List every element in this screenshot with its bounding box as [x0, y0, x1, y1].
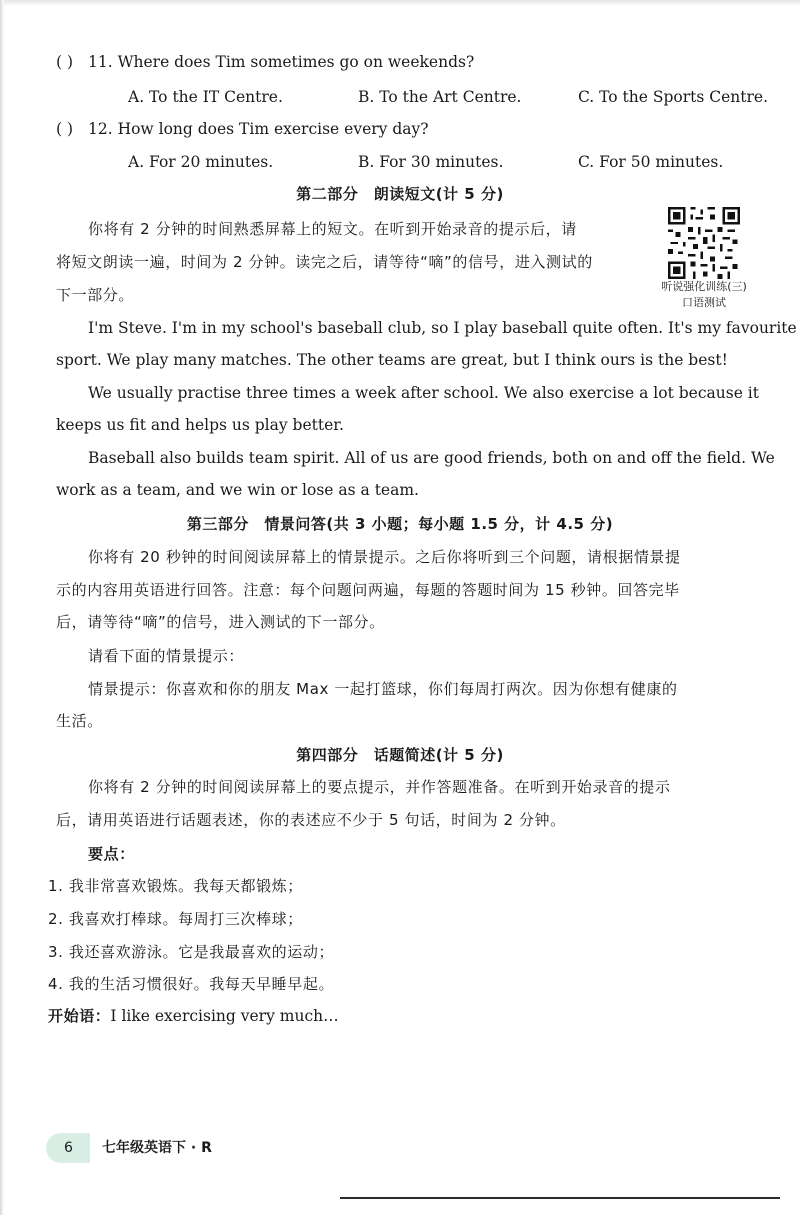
question-12-option-b: B. For 30 minutes.	[358, 153, 504, 171]
passage-line-2: sport. We play many matches. The other teams are great, but I think ours is the best!	[56, 351, 728, 369]
page-top-edge	[0, 0, 800, 6]
question-11-stem: 11. Where does Tim sometimes go on weekends?	[88, 53, 475, 71]
part4-heading: 第四部分 话题简述(计 5 分)	[296, 746, 504, 764]
part4-points-label: 要点：	[88, 845, 135, 863]
question-12-stem: 12. How long does Tim exercise every day?	[88, 120, 429, 138]
bottom-rule	[340, 1197, 780, 1199]
page-number-badge: 6	[46, 1133, 90, 1163]
opening-label: 开始语：	[48, 1007, 111, 1025]
part3-scenario-prompt: 请看下面的情景提示：	[88, 647, 245, 665]
part3-scenario-line-2: 生活。	[56, 712, 103, 730]
page-left-edge	[0, 0, 4, 1215]
question-12-paren: ( )	[56, 120, 74, 138]
question-11-option-b: B. To the Art Centre.	[358, 88, 522, 106]
part3-instruction-line-3: 后，请等待“嘀”的信号，进入测试的下一部分。	[56, 613, 385, 631]
part2-instruction-line-1: 你将有 2 分钟的时间熟悉屏幕上的短文。在听到开始录音的提示后，请	[88, 220, 577, 238]
passage-line-6: work as a team, and we win or lose as a team.	[56, 481, 419, 499]
passage-line-4: keeps us fit and helps us play better.	[56, 416, 344, 434]
question-11-option-a: A. To the IT Centre.	[128, 88, 283, 106]
part4-instruction-line-2: 后，请用英语进行话题表述，你的表述应不少于 5 句话，时间为 2 分钟。	[56, 811, 566, 829]
opening-line	[48, 1000, 339, 1033]
part2-instruction-line-3: 下一部分。	[56, 286, 135, 304]
question-12-option-c: C. For 50 minutes.	[578, 153, 724, 171]
passage-line-3: We usually practise three times a week after school. We also exercise a lot because it	[88, 384, 759, 402]
qr-caption-line-2: 口语测试	[682, 296, 726, 309]
point-1: 1. 我非常喜欢锻炼。我每天都锻炼；	[48, 877, 303, 895]
opening-text: I like exercising very much…	[110, 1007, 339, 1025]
point-4: 4. 我的生活习惯很好。我每天早睡早起。	[48, 975, 335, 993]
qr-caption-line-1: 听说强化训练(三)	[661, 280, 747, 293]
question-11-paren: ( )	[56, 53, 74, 71]
part3-instruction-line-2: 示的内容用英语进行回答。注意：每个问题问两遍，每题的答题时间为 15 秒钟。回答完毕	[56, 581, 680, 599]
part3-heading: 第三部分 情景问答(共 3 小题；每小题 1.5 分，计 4.5 分)	[186, 515, 614, 533]
part4-instruction-line-1: 你将有 2 分钟的时间阅读屏幕上的要点提示，并作答题准备。在听到开始录音的提示	[88, 778, 671, 796]
question-11-option-c: C. To the Sports Centre.	[578, 88, 769, 106]
part3-instruction-line-1: 你将有 20 秒钟的时间阅读屏幕上的情景提示。之后你将听到三个问题，请根据情景提	[88, 548, 681, 566]
point-3: 3. 我还喜欢游泳。它是我最喜欢的运动；	[48, 943, 335, 961]
passage-line-5: Baseball also builds team spirit. All of us are good friends, both on and off the field. We	[88, 449, 775, 467]
passage-line-1: I'm Steve. I'm in my school's baseball club, so I play baseball quite often. It's my favourite	[88, 319, 797, 337]
book-title: 七年级英语下 · R	[102, 1140, 212, 1156]
point-2: 2. 我喜欢打棒球。每周打三次棒球；	[48, 910, 303, 928]
part2-instruction-line-2: 将短文朗读一遍，时间为 2 分钟。读完之后，请等待“嘀”的信号，进入测试的	[56, 253, 593, 271]
part3-scenario-line-1: 情景提示：你喜欢和你的朋友 Max 一起打篮球，你们每周打两次。因为你想有健康的	[88, 680, 678, 698]
part2-heading: 第二部分 朗读短文(计 5 分)	[296, 185, 504, 203]
qr-code-icon[interactable]	[668, 207, 740, 279]
question-12-option-a: A. For 20 minutes.	[128, 153, 274, 171]
